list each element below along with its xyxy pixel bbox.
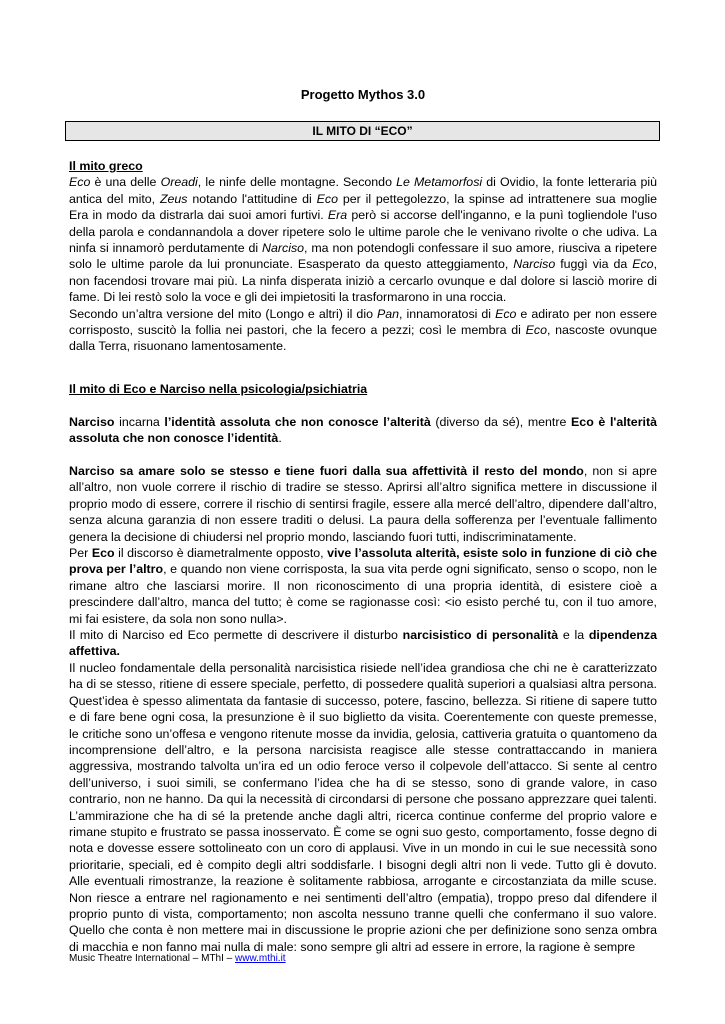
paragraph: Eco è una delle Oreadi, le ninfe delle montagne. Secondo Le Metamorfosi di Ovidio, la fonte letteraria più antica del mito, Zeus notando l'attitudine di Eco per il pettegolezzo, la spinse ad intrattenere sua moglie Era in modo da distrarla dai suoi amori furtivi. Era però si accorse dell'inganno, e la punì togliendole l'uso della parola e condannandola a dover ripetere solo le ultime parole che le venivano rivolte o che udiva. La ninfa si innamorò perdutamente di Narciso, ma non potendogli confessare il suo amore, riusciva a ripetere solo le ultime parole da lui pronunciate. Esasperato da questo atteggiamento, Narciso fuggì via da Eco, non facendosi trovare mai più. La ninfa disperata iniziò a cercarlo ovunque e dal dolore si lasciò morire di fame. Di lei restò solo la voce e gli dei impietositi la trasformarono in una roccia.	[69, 175, 658, 305]
section-greek-myth	[69, 158, 657, 355]
paragraph: Secondo un’altra versione del mito (Longo e altri) il dio Pan, innamoratosi di Eco e adirato per non essere corrisposto, suscitò la follia nei pastori, che la fecero a pezzi; così le membra di Eco, nascoste ovunque dalla Terra, risuonano lamentosamente.	[69, 306, 658, 354]
section-heading: Il mito di Eco e Narciso nella psicologia/psichiatria	[69, 382, 368, 396]
document-title: Progetto Mythos 3.0	[300, 87, 426, 102]
section-heading: Il mito greco	[69, 159, 143, 173]
paragraph: Il mito di Narciso ed Eco permette di descrivere il disturbo narcisistico di personalità e la dipendenza affettiva.	[69, 628, 657, 659]
paragraph: Il nucleo fondamentale della personalità narcisistica risiede nell’idea grandiosa che chi ne è caratterizzato ha di se stesso, ritiene di essere speciale, perfetto, di possedere qualità superiori a qualsiasi altra persona. Quest’idea è spesso alimentata da fantasie di successo, potere, fascino, bellezza. Si ritiene di sapere tutto e di fare bene ogni cosa, la presunzione è il suo biglietto da visita. Coerentemente con queste premesse, le critiche sono un’offesa e vengono ritenute mosse da invidia, gelosia, cattiveria gratuita o quantomeno da incomprensione dell’altro, e la persona narcisista reagisce alle stesse contrattaccando in maniera aggressiva, mostrando talvolta un’ira ed un odio feroce verso il colpevole dell’attacco. Si sente al centro dell’universo, i suoi simili, se confermano l’idea che ha di se stesso, sono di grande valore, in caso contrario, non ne hanno. Da qui la necessità di circondarsi di persone che possano apprezzare quei talenti. L’ammirazione che ha di sé la pretende anche dagli altri, ricerca continue conferme del proprio valore e rimane stupito e frustrato se passa inosservato. È come se ogni suo gesto, comportamento, fosse degno di nota e dovesse essere sottolineato con un coro di applausi. Vive in un mondo in cui le sue necessità sono prioritarie, speciali, ed è compito degli altri soddisfarle. I bisogni degli altri non li vede. Tutto gli è dovuto. Alle eventuali rimostranze, la reazione è solitamente rabbiosa, arrogante e circostanziata da mille scuse. Non riesce a entrare nel ragionamento e nei sentimenti dell’altro (empatia), troppo preso dal difendere il proprio punto di vista, comportamento; non ascolta nessuno tranne quelli che confermano il suo valore. Quello che conta è non mettere mai in discussione le proprie azioni che per definizione sono senza ombra di macchia e non fanno mai nulla di male: sono sempre gli altri ad essere in errore, la ragione è sempre	[69, 660, 657, 954]
paragraph: Narciso incarna l’identità assoluta che non conosce l’alterità (diverso da sé), mentre Eco è l'alterità assoluta che non conosce l’identità.	[69, 414, 657, 446]
section-banner: IL MITO DI “ECO”	[65, 121, 660, 141]
section-psychology	[69, 381, 657, 955]
footer-text: Music Theatre International – MThI –	[69, 953, 236, 964]
paragraph: Narciso sa amare solo se stesso e tiene fuori dalla sua affettività il resto del mondo, non si apre all’altro, non vuole correre il rischio di tradire se stesso. Aprirsi all’altro significa mettere in discussione il proprio modo di essere, correre il rischio di sentirsi fragile, essere alla mercé dell’altro, dipendere dall’altro, senza alcuna garanzia di non essere traditi o delusi. La paura della sofferenza per l’eventuale fallimento genera la decisione di chiudersi nel proprio mondo, lasciando fuori tutti, indiscriminatamente.	[69, 464, 657, 544]
footer-link[interactable]: www.mthi.it	[235, 953, 286, 964]
page-footer	[69, 953, 286, 964]
paragraph: Per Eco il discorso è diametralmente opposto, vive l’assoluta alterità, esiste solo in funzione di ciò che prova per l’altro, e quando non viene corrisposta, la sua vita perde ogni significato, senso o scopo, non le rimane altro che lasciarsi morire. Il non riconoscimento di una propria identità, di esistere cioè a prescindere dall’altro, manca del tutto; è come se ragionasse così: <io esisto perché tu, con il tuo amore, mi fai esistere, da sola non sono nulla>.	[69, 546, 658, 626]
